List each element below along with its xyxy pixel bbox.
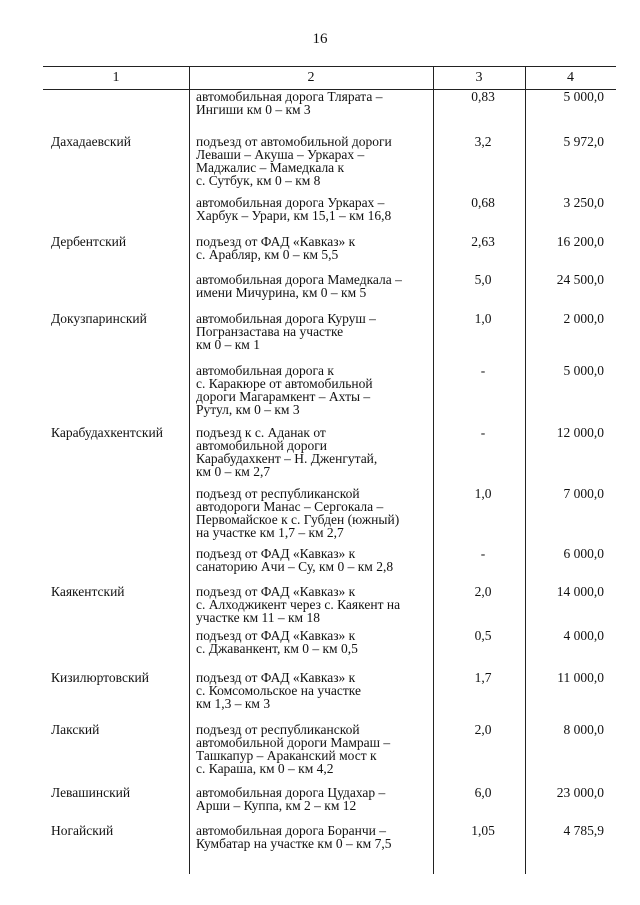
road-name: подъезд от ФАД «Кавказ» к санаторию Ачи – Су, км 0 – км 2,8 <box>196 546 394 574</box>
road-length: 1,7 <box>474 670 492 685</box>
district-name: Карабудахкентский <box>51 425 163 440</box>
table-top-border <box>43 66 616 67</box>
road-name: подъезд от ФАД «Кавказ» к с. Комсомольское на участке км 1,3 – км 3 <box>196 670 361 711</box>
road-cost: 23 000,0 <box>556 785 604 800</box>
road-length: 2,0 <box>474 722 492 737</box>
district-name: Левашинский <box>51 785 131 800</box>
road-name: автомобильная дорога Боранчи – Кумбатар на участке км 0 – км 7,5 <box>196 823 392 851</box>
district-name: Ногайский <box>51 823 114 838</box>
road-length: 1,0 <box>474 311 492 326</box>
road-length: 1,0 <box>474 486 492 501</box>
road-length: - <box>480 363 486 378</box>
road-cost: 5 972,0 <box>563 134 604 149</box>
page-number: 16 <box>312 31 328 47</box>
road-cost: 2 000,0 <box>563 311 604 326</box>
road-cost: 4 785,9 <box>563 823 604 838</box>
road-cost: 5 000,0 <box>563 363 604 378</box>
road-cost: 5 000,0 <box>563 89 604 104</box>
road-cost: 3 250,0 <box>563 195 604 210</box>
road-name: подъезд к с. Аданак от автомобильной дороги Карабудахкент – Н. Дженгутай, км 0 – км 2,7 <box>196 425 378 479</box>
district-name: Каякентский <box>51 584 125 599</box>
road-name: подъезд от ФАД «Кавказ» к с. Арабляр, км 0 – км 5,5 <box>196 234 356 262</box>
road-name: подъезд от автомобильной дороги Леваши – Акуша – Уркарах – Маджалис – Мамедкала к с. Сутбук, км 0 – км 8 <box>196 134 392 188</box>
road-cost: 11 000,0 <box>557 670 604 685</box>
road-name: автомобильная дорога Цудахар – Арши – Куппа, км 2 – км 12 <box>196 785 386 813</box>
road-length: 2,63 <box>471 234 495 249</box>
column-divider-3 <box>525 66 526 874</box>
road-name: автомобильная дорога к с. Каракюре от автомобильной дороги Магарамкент – Ахты – Рутул, км 0 – км 3 <box>196 363 373 417</box>
road-cost: 8 000,0 <box>563 722 604 737</box>
road-name: подъезд от ФАД «Кавказ» к с. Алходжикент через с. Каякент на участке км 11 – км 18 <box>196 584 401 625</box>
road-length: 3,2 <box>474 134 492 149</box>
road-cost: 24 500,0 <box>556 272 604 287</box>
district-name: Лакский <box>51 722 100 737</box>
road-length: 1,05 <box>471 823 495 838</box>
road-name: автомобильная дорога Тлярата – Ингиши км 0 – км 3 <box>196 89 383 117</box>
road-cost: 16 200,0 <box>556 234 604 249</box>
road-length: - <box>480 425 486 440</box>
road-length: 0,83 <box>471 89 495 104</box>
column-divider-1 <box>189 66 190 874</box>
district-name: Дербентский <box>51 234 127 249</box>
district-name: Кизилюртовский <box>51 670 149 685</box>
road-length: - <box>480 546 486 561</box>
district-name: Дахадаевский <box>51 134 131 149</box>
district-name: Докузпаринский <box>51 311 147 326</box>
road-cost: 14 000,0 <box>556 584 604 599</box>
road-cost: 7 000,0 <box>563 486 604 501</box>
header-col-3: 3 <box>475 70 483 85</box>
header-col-4: 4 <box>567 70 574 85</box>
road-length: 0,68 <box>471 195 495 210</box>
road-name: подъезд от ФАД «Кавказ» к с. Джаванкент, км 0 – км 0,5 <box>196 628 358 656</box>
road-name: подъезд от республиканской автодороги Манас – Сергокала – Первомайское к с. Губден (южный) на участке км 1,7 – км 2,7 <box>196 486 400 540</box>
road-cost: 6 000,0 <box>563 546 604 561</box>
road-name: автомобильная дорога Куруш – Погранзастава на участке км 0 – км 1 <box>196 311 376 352</box>
road-name: автомобильная дорога Уркарах – Харбук – Урари, км 15,1 – км 16,8 <box>196 195 392 223</box>
road-name: автомобильная дорога Мамедкала – имени Мичурина, км 0 – км 5 <box>196 272 402 300</box>
road-length: 0,5 <box>474 628 492 643</box>
road-name: подъезд от республиканской автомобильной дороги Мамраш – Ташкапур – Араканский мост к с. Караша, км 0 – км 4,2 <box>196 722 391 776</box>
road-length: 6,0 <box>474 785 492 800</box>
header-col-2: 2 <box>307 70 315 85</box>
road-length: 2,0 <box>474 584 492 599</box>
road-cost: 4 000,0 <box>563 628 604 643</box>
column-divider-2 <box>433 66 434 874</box>
road-cost: 12 000,0 <box>556 425 604 440</box>
road-length: 5,0 <box>474 272 492 287</box>
header-col-1: 1 <box>112 70 120 85</box>
